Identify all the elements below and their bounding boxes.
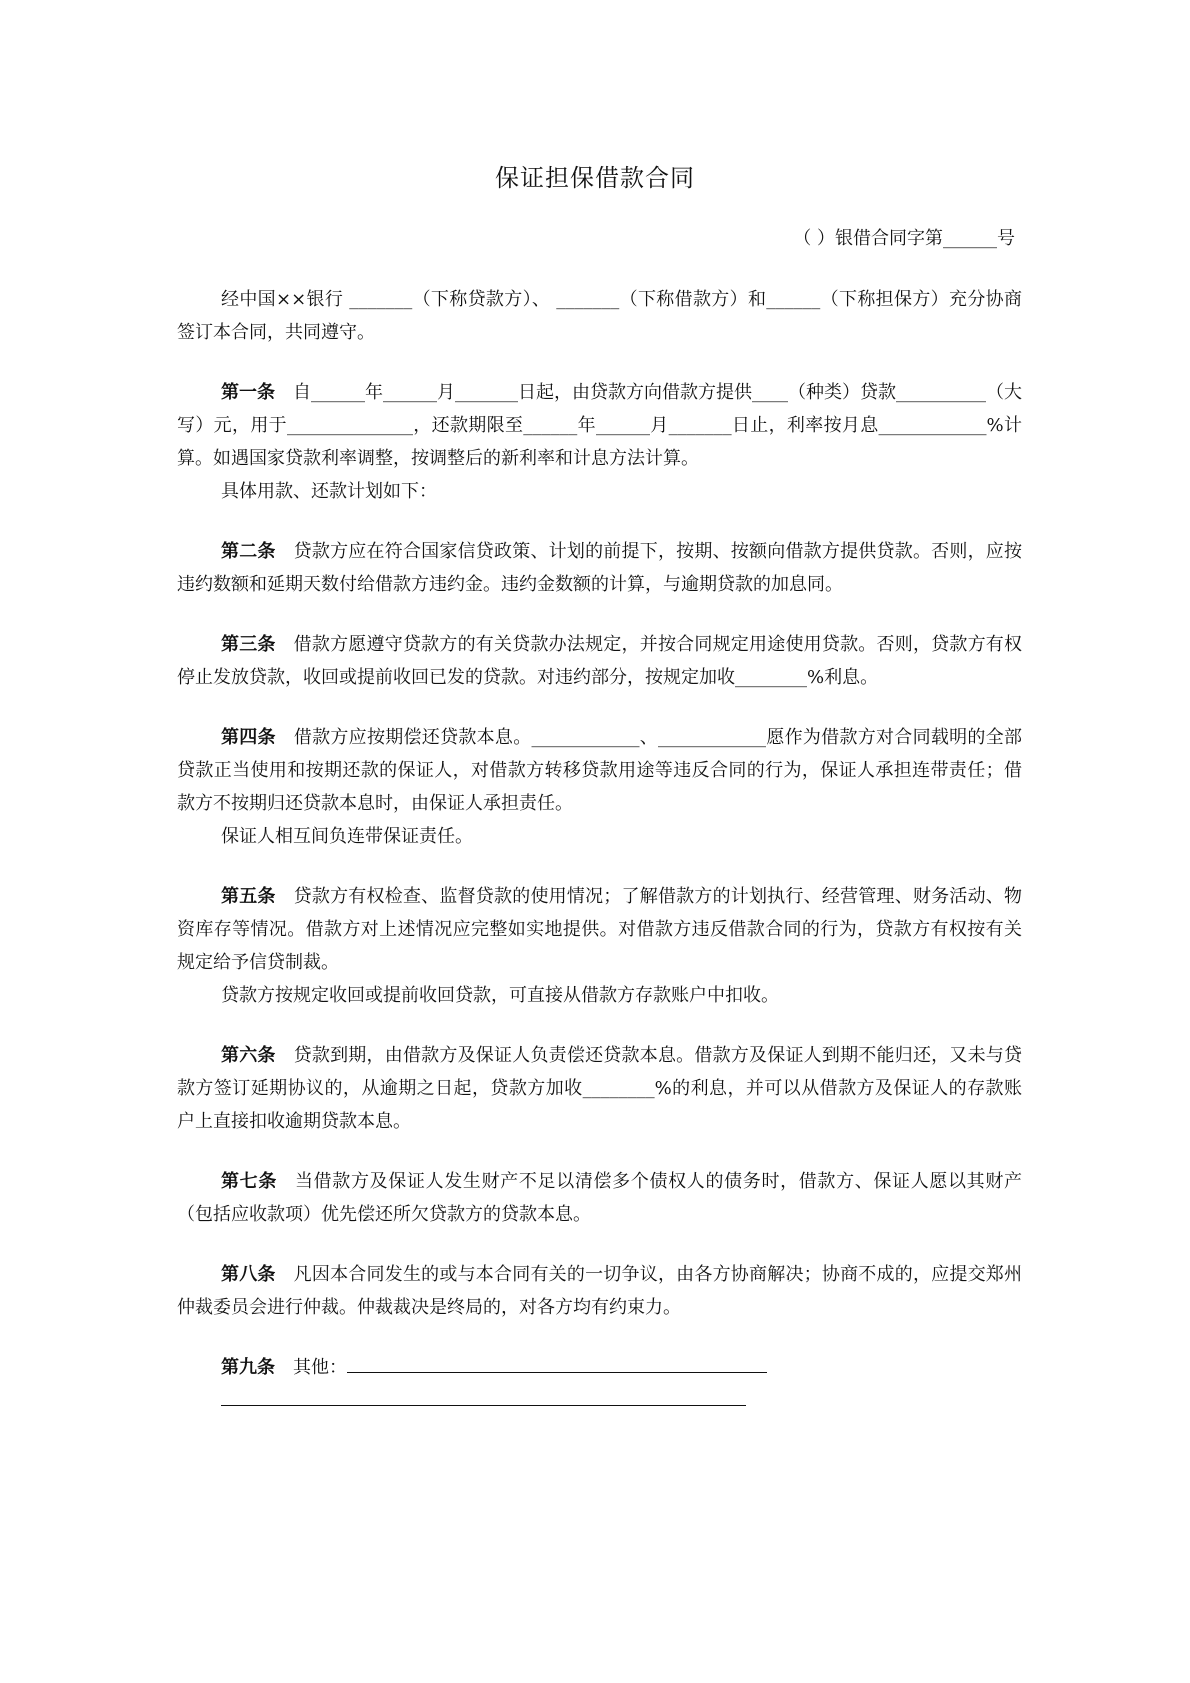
article-text: 借款方愿遵守贷款方的有关贷款办法规定，并按合同规定用途使用贷款。否则，贷款方有权停止发放贷款，收回或提前收回已发的贷款。对违约部分，按规定加收________%利息。 bbox=[177, 634, 1023, 688]
fill-in-line bbox=[221, 1385, 746, 1406]
article-label: 第九条 bbox=[221, 1357, 275, 1378]
article-text: 贷款方有权检查、监督贷款的使用情况；了解借款方的计划执行、经营管理、财务活动、物资库存等情况。借款方对上述情况应完整如实地提供。对借款方违反借款合同的行为，贷款方有权按有关规定给予信贷制裁。 bbox=[177, 886, 1023, 973]
article-4-extra: 保证人相互间负连带保证责任。 bbox=[221, 826, 473, 847]
article-label: 第三条 bbox=[221, 634, 276, 655]
article-text: 自______年______月_______日起，由贷款方向借款方提供____（种类）贷款__________（大写）元，用于______________，还款期限至______年______月_______日止，利率按月息____________%计算。如遇国家贷款利率调整，按调整后的新利率和计息方法计算。 bbox=[177, 382, 1022, 469]
contract-body bbox=[177, 283, 1022, 1417]
article-7 bbox=[177, 1165, 1022, 1231]
article-text: 凡因本合同发生的或与本合同有关的一切争议，由各方协商解决；协商不成的，应提交郑州仲裁委员会进行仲裁。仲裁裁决是终局的，对各方均有约束力。 bbox=[177, 1264, 1023, 1318]
article-9 bbox=[177, 1351, 1022, 1384]
contract-number: （ ）银借合同字第______号 bbox=[793, 228, 1015, 249]
article-text: 其他： bbox=[293, 1357, 347, 1378]
article-label: 第四条 bbox=[221, 727, 276, 748]
article-label: 第六条 bbox=[221, 1045, 276, 1066]
intro-paragraph: 经中国××银行 _______（下称贷款方）、 _______（下称借款方）和______（下称担保方）充分协商签订本合同，共同遵守。 bbox=[177, 289, 1022, 343]
article-text: 贷款方应在符合国家信贷政策、计划的前提下，按期、按额向借款方提供贷款。否则，应按违约数额和延期天数付给借款方违约金。违约金数额的计算，与逾期贷款的加息同。 bbox=[177, 541, 1023, 595]
article-label: 第二条 bbox=[221, 541, 276, 562]
article-6 bbox=[177, 1039, 1022, 1138]
article-3 bbox=[177, 628, 1022, 694]
article-9-continuation bbox=[177, 1384, 1022, 1417]
article-5-extra: 贷款方按规定收回或提前收回贷款，可直接从借款方存款账户中扣收。 bbox=[221, 985, 779, 1006]
article-1-extra: 具体用款、还款计划如下： bbox=[221, 481, 437, 502]
article-label: 第一条 bbox=[221, 382, 275, 403]
article-text: 贷款到期，由借款方及保证人负责偿还贷款本息。借款方及保证人到期不能归还，又未与贷款方签订延期协议的，从逾期之日起，贷款方加收________%的利息，并可以从借款方及保证人的存款账户上直接扣收逾期贷款本息。 bbox=[177, 1045, 1023, 1132]
article-1 bbox=[177, 376, 1022, 475]
article-label: 第七条 bbox=[221, 1171, 277, 1192]
document-title: 保证担保借款合同 bbox=[495, 164, 695, 192]
article-8 bbox=[177, 1258, 1022, 1324]
article-2 bbox=[177, 535, 1022, 601]
article-5 bbox=[177, 880, 1022, 979]
article-text: 借款方应按期偿还贷款本息。____________、____________愿作为借款方对合同载明的全部贷款正当使用和按期还款的保证人，对借款方转移贷款用途等违反合同的行为，保证人承担连带责任；借款方不按期归还贷款本息时，由保证人承担责任。 bbox=[177, 727, 1022, 814]
article-label: 第八条 bbox=[221, 1264, 276, 1285]
article-text: 当借款方及保证人发生财产不足以清偿多个债权人的债务时，借款方、保证人愿以其财产（包括应收款项）优先偿还所欠贷款方的贷款本息。 bbox=[177, 1171, 1023, 1225]
article-label: 第五条 bbox=[221, 886, 276, 907]
article-4 bbox=[177, 721, 1022, 820]
fill-in-line bbox=[347, 1352, 767, 1373]
